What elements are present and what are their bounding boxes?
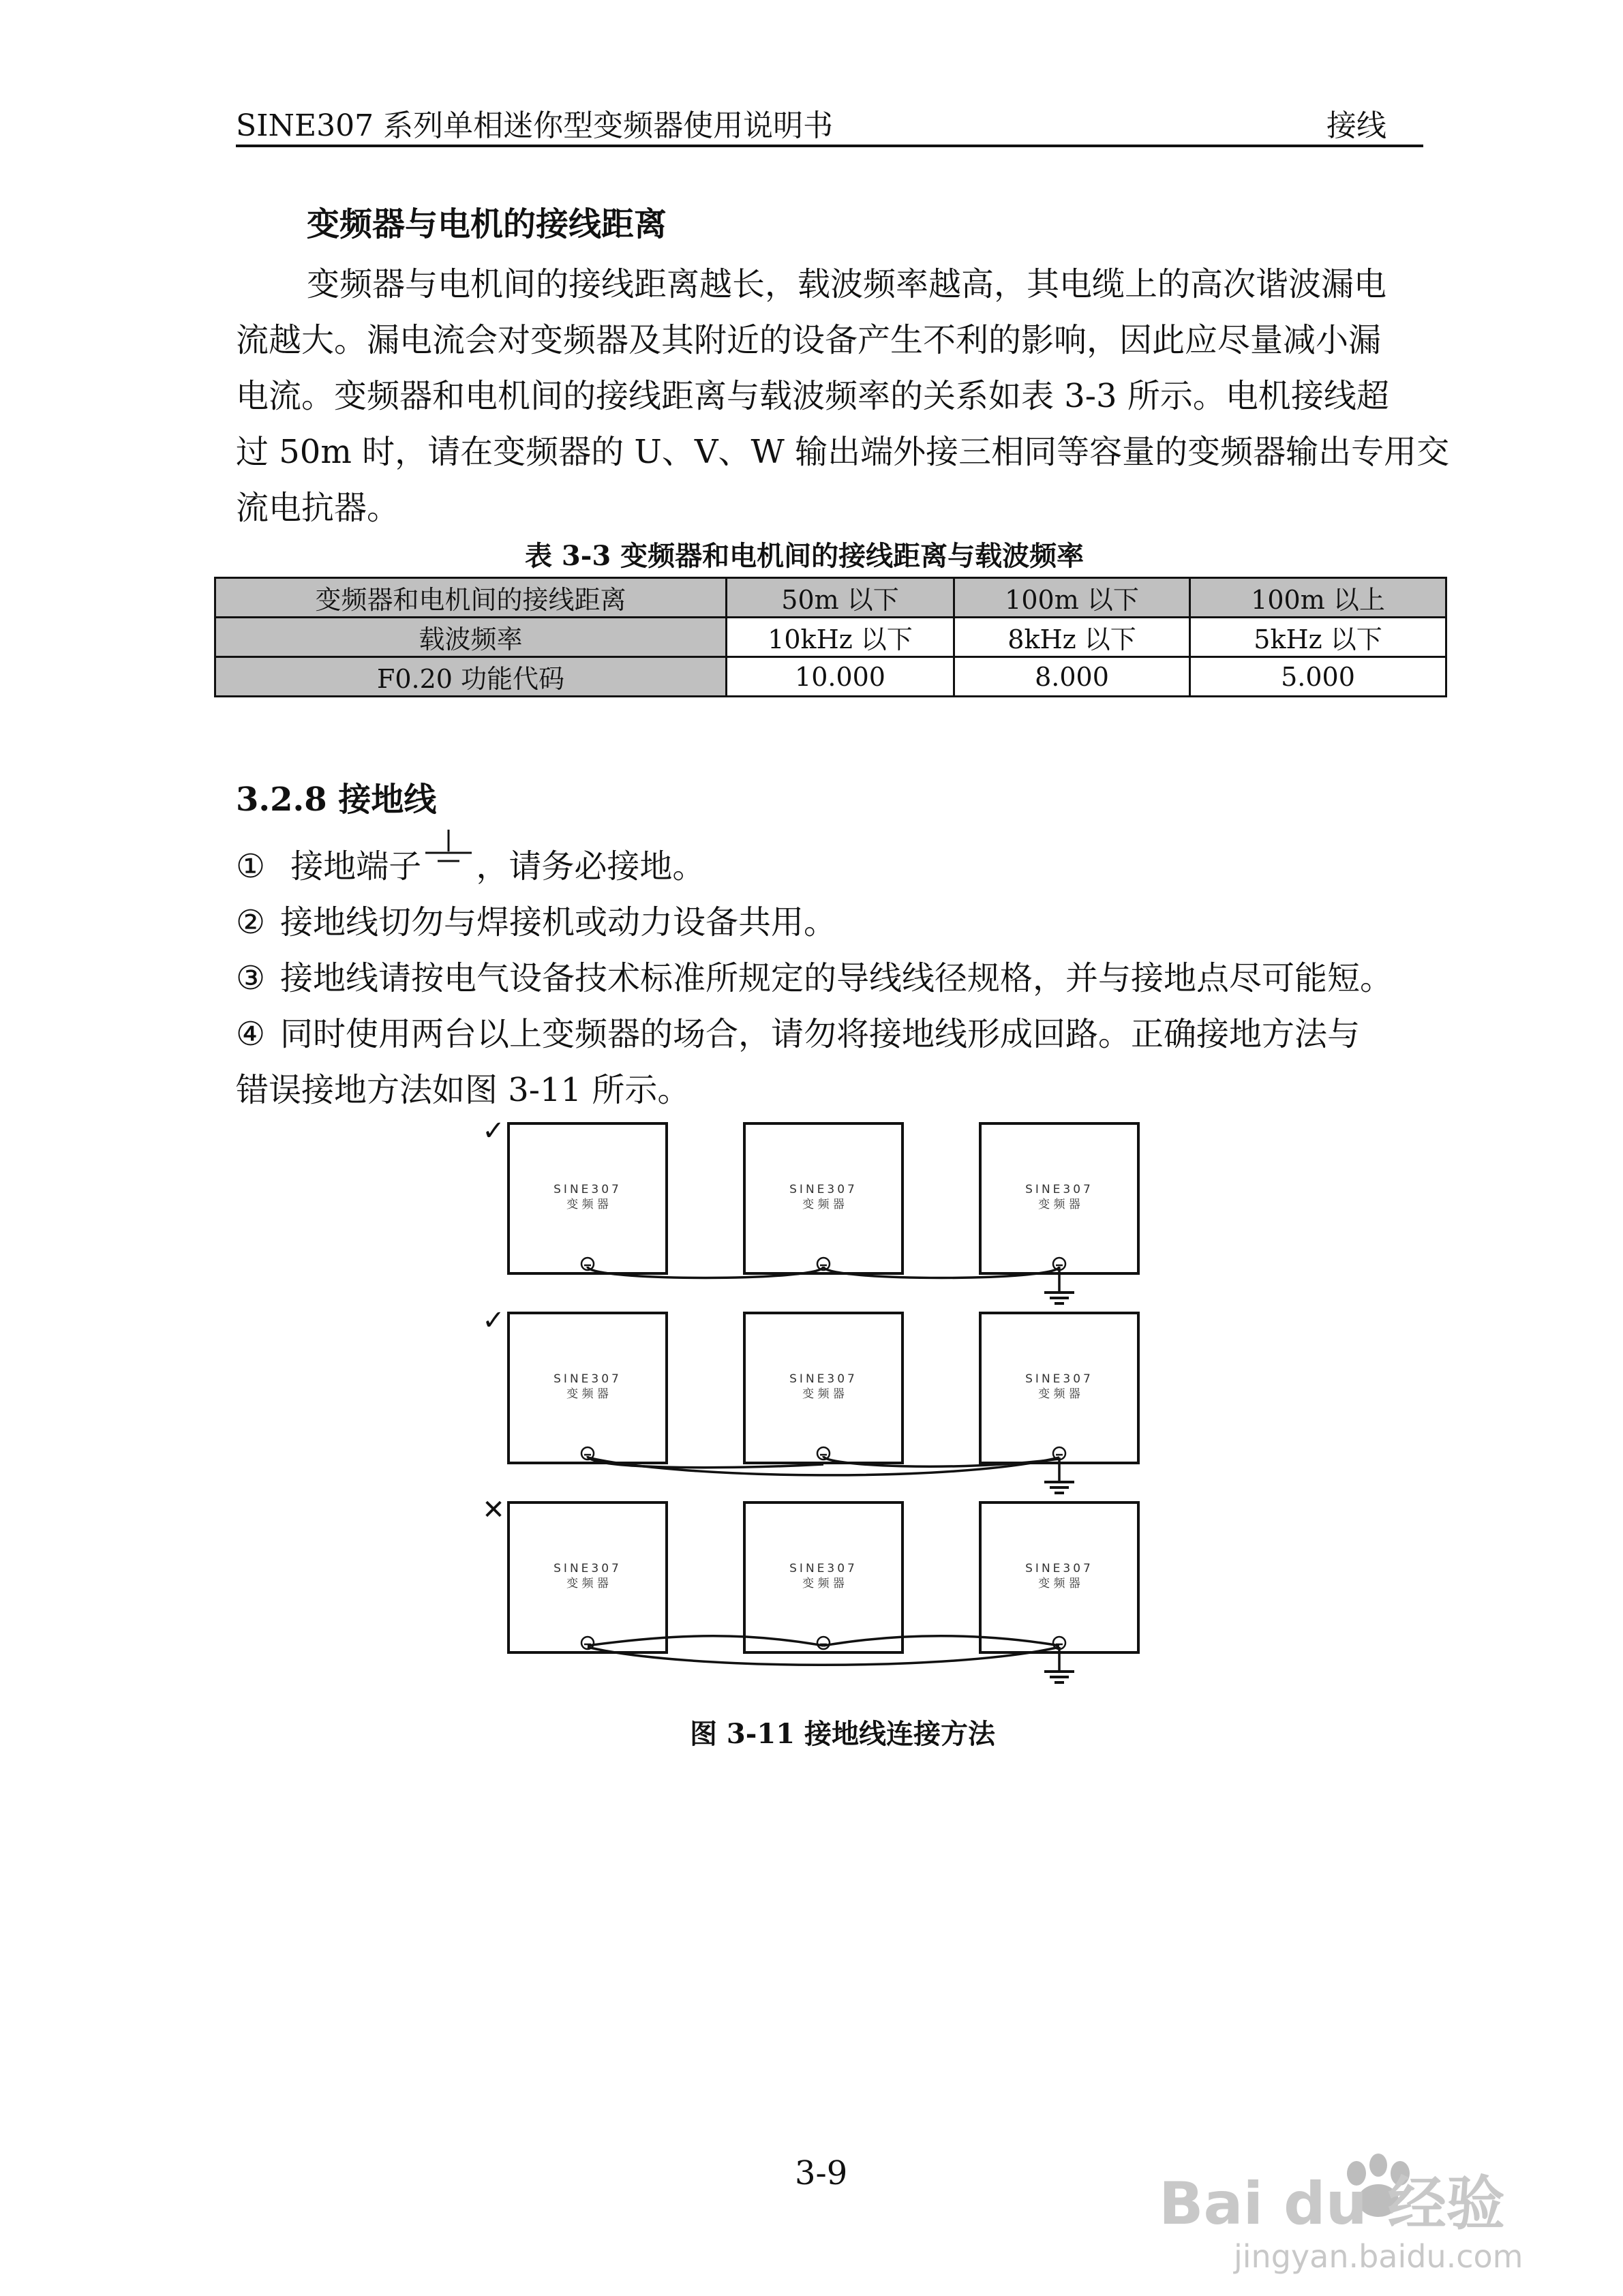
inverter-model-label: SINE307 (553, 1372, 622, 1386)
inverter-model-label: SINE307 (1025, 1562, 1093, 1575)
paragraph-line: 电流。变频器和电机间的接线距离与载波频率的关系如表 3-3 所示。电机接线超 (236, 377, 1389, 415)
inverter-name-label: 变 频 器 (1038, 1577, 1080, 1590)
earth-symbol-icon (1044, 1293, 1074, 1303)
inverter-model-label: SINE307 (789, 1562, 858, 1575)
header-title: SINE307 系列单相迷你型变频器使用说明书 (236, 108, 834, 143)
table-cell: 5.000 (1190, 657, 1446, 697)
header-section: 接线 (1326, 108, 1386, 143)
inverter-model-label: SINE307 (553, 1183, 622, 1196)
item-text: 接地线请按电气设备技术标准所规定的导线线径规格，并与接地点尽可能短。 (280, 959, 1393, 997)
page-number: 3-9 (795, 2154, 848, 2192)
figure-caption: 图 3-11 接地线连接方法 (690, 1718, 995, 1750)
inverter-name-label: 变 频 器 (1038, 1198, 1080, 1211)
watermark-url: jingyan.baidu.com (1234, 2238, 1523, 2275)
inverter-name-label: 变 频 器 (566, 1198, 609, 1211)
inverter-model-label: SINE307 (553, 1562, 622, 1575)
paragraph-line: 变频器与电机间的接线距离越长，载波频率越高，其电缆上的高次谐波漏电 (307, 265, 1387, 303)
earth-symbol-icon (1044, 1482, 1074, 1493)
item-text: 接地端子 (290, 847, 422, 886)
item-number: ④ (236, 1015, 266, 1053)
table-cell: 10kHz 以下 (727, 618, 954, 657)
table-cell: 100m 以下 (954, 578, 1190, 618)
table-cell: 8.000 (954, 657, 1190, 697)
table-cell: 载波频率 (215, 618, 727, 657)
ground-wire (588, 1636, 823, 1646)
inverter-model-label: SINE307 (1025, 1183, 1093, 1196)
paragraph-line: 流电抗器。 (236, 489, 400, 527)
inverter-name-label: 变 频 器 (566, 1577, 609, 1590)
item-text: 同时使用两台以上变频器的场合，请勿将接地线形成回路。正确接地方法与 (280, 1015, 1361, 1053)
inverter-model-label: SINE307 (789, 1372, 858, 1386)
list-item-continuation: 错误接地方法如图 3-11 所示。 (236, 1071, 691, 1109)
paragraph-line: 过 50m 时，请在变频器的 U、V、W 输出端外接三相同等容量的变频器输出专用交 (236, 433, 1450, 471)
inverter-name-label: 变 频 器 (802, 1198, 845, 1211)
wrong-mark-icon: ✕ (482, 1494, 505, 1526)
table-cell: 变频器和电机间的接线距离 (215, 578, 727, 618)
table-cell: 10.000 (727, 657, 954, 697)
inverter-name-label: 变 频 器 (1038, 1387, 1080, 1401)
inverter-model-label: SINE307 (1025, 1372, 1093, 1386)
inverter-name-label: 变 频 器 (802, 1577, 845, 1590)
ground-terminal-icon (817, 1637, 830, 1649)
item-number: ① (236, 847, 266, 886)
item-text: 接地线切勿与焊接机或动力设备共用。 (280, 903, 837, 941)
item-text: ，请务必接地。 (476, 847, 706, 886)
earth-symbol-icon (1044, 1672, 1074, 1682)
table-cell: 100m 以上 (1190, 578, 1446, 618)
table-cell: F0.20 功能代码 (215, 657, 727, 697)
correct-mark-icon: ✓ (482, 1115, 505, 1147)
table-caption: 表 3-3 变频器和电机间的接线距离与载波频率 (525, 540, 1084, 572)
table-cell: 8kHz 以下 (954, 618, 1190, 657)
watermark-logo-text: Bai du 经验 (1159, 2170, 1505, 2238)
section-heading-grounding: 3.2.8 接地线 (236, 781, 437, 819)
correct-mark-icon: ✓ (482, 1305, 505, 1336)
ground-wire (823, 1636, 1059, 1646)
item-number: ③ (236, 959, 266, 997)
section-heading-distance: 变频器与电机的接线距离 (307, 205, 667, 243)
paragraph-line: 流越大。漏电流会对变频器及其附近的设备产生不利的影响，因此应尽量减小漏 (236, 321, 1382, 359)
table-cell: 50m 以下 (727, 578, 954, 618)
inverter-name-label: 变 频 器 (566, 1387, 609, 1401)
baidu-watermark (1132, 2147, 1568, 2284)
table-cell: 5kHz 以下 (1190, 618, 1446, 657)
item-number: ② (236, 903, 266, 941)
inverter-model-label: SINE307 (789, 1183, 858, 1196)
inverter-name-label: 变 频 器 (802, 1387, 845, 1401)
